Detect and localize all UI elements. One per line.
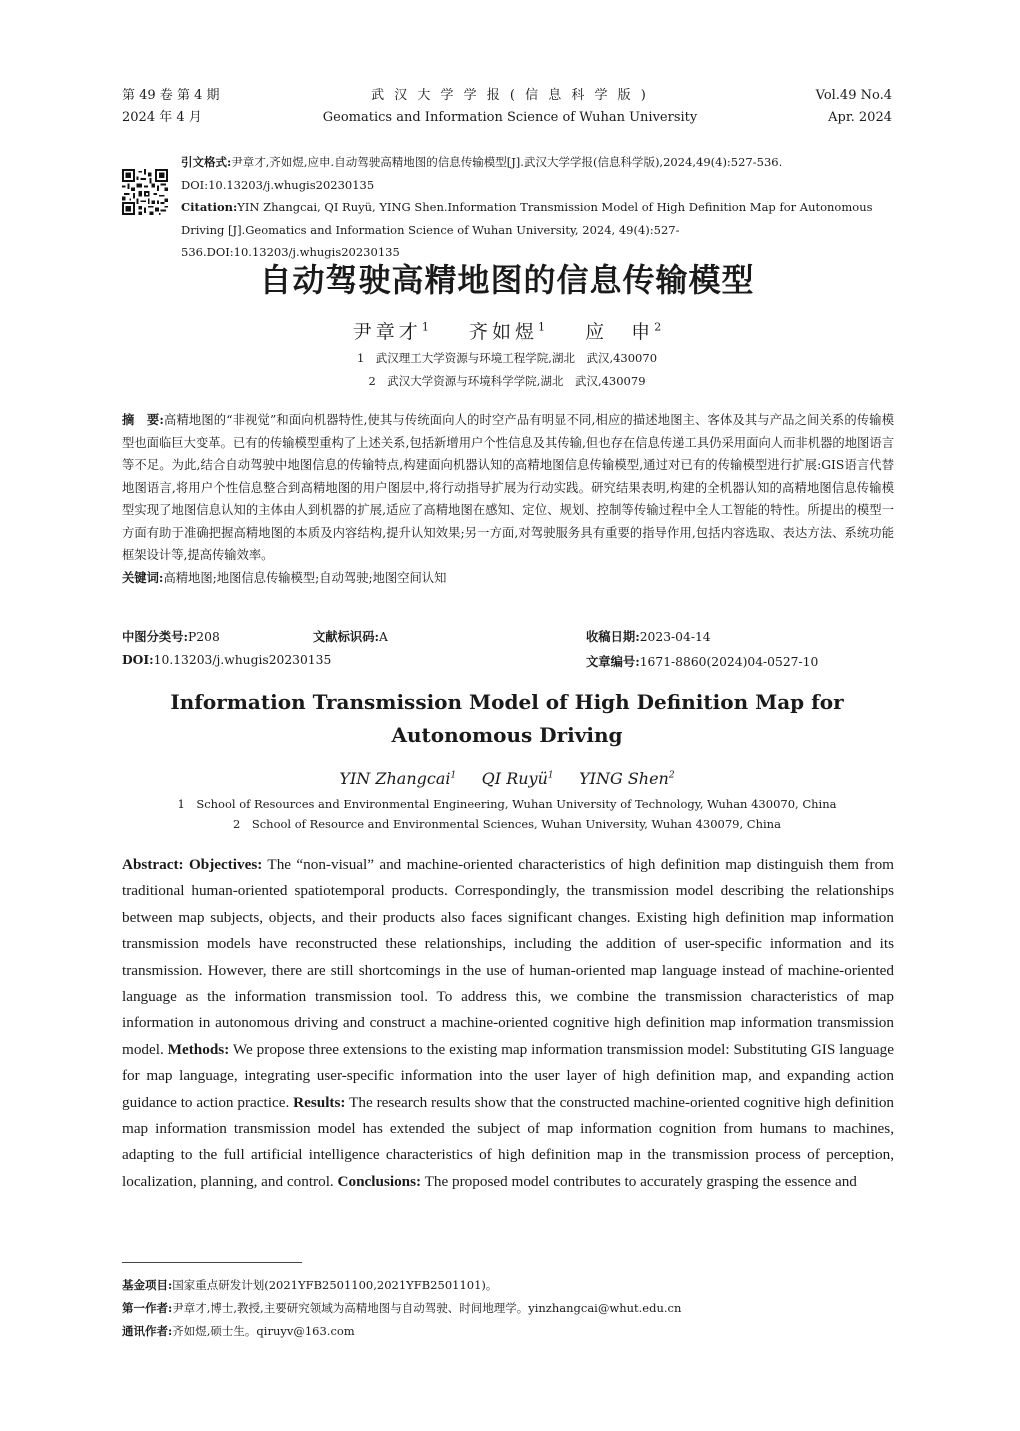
author-en: YING Shen$^2$ — [579, 769, 675, 788]
footnote-divider — [122, 1262, 302, 1263]
author-cn: 齐如煜$^1$ — [468, 320, 545, 343]
issue-volume-cn: 第 49 卷 第 4 期 — [122, 88, 220, 103]
conclusions-text: The proposed model contributes to accurately grasping the essence and — [424, 1172, 857, 1190]
qr-code-icon — [122, 169, 168, 215]
issue-date-en: Apr. 2024 — [828, 110, 892, 125]
citation-cn-text: 尹章才,齐如煜,应申.自动驾驶高精地图的信息传输模型[J].武汉大学学报(信息科学版),2024,49(4):527-536. DOI:10.13203/j.whugis20230135 — [181, 155, 783, 192]
objectives-label: Objectives: — [188, 856, 263, 873]
footnote-fund: 基金项目:国家重点研发计划(2021YFB2501100,2021YFB2501101)。 — [122, 1278, 498, 1292]
methods-text: We propose three extensions to the existing map information transmission model: Substituting GIS language for map language, integrating user-specific information into the user layer of high definition map, and expanding action guidance to action practice. — [122, 1040, 895, 1111]
author-list-cn — [122, 317, 892, 344]
conclusions-label: Conclusions: — [337, 1172, 422, 1190]
received-date: 收稿日期:2023-04-14 — [586, 629, 711, 644]
abstract-en — [122, 852, 894, 1195]
paper-title-en-line2: Autonomous Driving — [391, 723, 623, 747]
issue-volume-en: Vol.49 No.4 — [815, 88, 892, 103]
abstract-en-label: Abstract: — [122, 856, 184, 873]
footnote-corresponding-author: 通讯作者:齐如煜,硕士生。qiruyv@163.com — [122, 1324, 355, 1338]
author-en: YIN Zhangcai$^1$ — [339, 769, 457, 788]
citation-cn — [181, 151, 893, 196]
methods-label: Methods: — [167, 1040, 230, 1058]
citation-block — [181, 151, 893, 264]
author-cn: 尹章才$^1$ — [352, 320, 429, 343]
affiliation-cn-1: 1 武汉理工大学资源与环境工程学院,湖北 武汉,430070 — [356, 351, 658, 365]
article-number: 文章编号:1671-8860(2024)04-0527-10 — [586, 654, 819, 669]
journal-name-en: Geomatics and Information Science of Wuhan University — [322, 110, 698, 125]
affiliation-en-2: 2 School of Resource and Environmental Sciences, Wuhan University, Wuhan 430079, China — [233, 817, 781, 831]
footnote-first-author: 第一作者:尹章才,博士,教授,主要研究领域为高精地图与自动驾驶、时间地理学。yinzhangcai@whut.edu.cn — [122, 1301, 682, 1315]
clc-number: 中图分类号:P208 — [122, 629, 220, 644]
journal-issue-cn — [122, 85, 219, 129]
issue-date-cn: 2024 年 4 月 — [122, 110, 202, 125]
doi: DOI:10.13203/j.whugis20230135 — [122, 652, 332, 667]
objectives-text: The “non-visual” and machine-oriented characteristics of high definition map distinguish them from traditional human-oriented spatiotemporal products. Correspondingly, the transmission model describing the relationships between map subjects, objects, and their products also faces significant changes. Existing high definition map information transmission models have reconstructed these relationships, including the addition of user-specific information and its transmission. However, there are still shortcomings in the use of human-oriented map language instead of machine-oriented language as the information transmission tool. To address this, we combine the transmission characteristics of map information in autonomous driving and construct a machine-oriented cognitive high definition map information transmission model. — [122, 856, 894, 1058]
author-en: QI Ruyü$^1$ — [481, 769, 554, 788]
keywords-cn-text: 高精地图;地图信息传输模型;自动驾驶;地图空间认知 — [163, 570, 447, 585]
abstract-cn-label: 摘 要: — [122, 412, 164, 427]
citation-en-label: Citation: — [181, 200, 238, 214]
journal-name-cn: 武 汉 大 学 学 报 ( 信 息 科 学 版 ) — [371, 88, 649, 103]
affiliation-en-1: 1 School of Resources and Environmental Engineering, Wuhan University of Technology, Wuhan 430070, China — [177, 797, 837, 811]
abstract-cn — [122, 409, 894, 589]
results-label: Results: — [293, 1093, 346, 1111]
affiliation-cn-2: 2 武汉大学资源与环境科学学院,湖北 武汉,430079 — [368, 374, 646, 388]
citation-en-text: YIN Zhangcai, QI Ruyü, YING Shen.Information Transmission Model of High Definition Map for Autonomous Driving [J].Geomatics and Information Science of Wuhan University, 2024, 49(4):527-536.DOI:10.13203/j.whugis20230135 — [181, 200, 873, 259]
paper-title-cn: 自动驾驶高精地图的信息传输模型 — [259, 261, 755, 299]
journal-name — [300, 85, 720, 129]
paper-title-en-line1: Information Transmission Model of High Definition Map for — [170, 690, 844, 714]
author-cn: 应 申$^2$ — [585, 320, 662, 343]
journal-issue-en — [816, 85, 892, 129]
citation-en — [181, 196, 893, 264]
document-code: 文献标识码:A — [313, 629, 388, 644]
results-text: The research results show that the constructed machine-oriented cognitive high definition map information transmission model has extended the subject of map information cognition from humans to machines, adapting to the full artificial intelligence characteristics of high definition map in the transmission process of perception, localization, planning, and control. — [122, 1093, 895, 1190]
abstract-cn-text: 高精地图的“非视觉”和面向机器特性,使其与传统面向人的时空产品有明显不同,相应的描述地图主、客体及其与产品之间关系的传输模型也面临巨大变革。已有的传输模型重构了上述关系,包括新增用户个性信息及其传输,但也存在信息传递工具仍采用面向人而非机器的地图语言等不足。为此,结合自动驾驶中地图信息的传输特点,构建面向机器认知的高精地图信息传输模型,通过对已有的传输模型进行扩展:GIS语言代替地图语言,将用户个性信息整合到高精地图的用户图层中,将行动指导扩展为行动实践。研究结果表明,构建的全机器认知的高精地图信息传输模型实现了地图信息认知的主体由人到机器的扩展,适应了高精地图在感知、定位、规划、控制等传输过程中全人工智能的特性。所提出的模型一方面有助于准确把握高精地图的本质及内容结构,提升认知效果;另一方面,对驾驶服务具有重要的指导作用,包括内容选取、表达方法、系统功能框架设计等,提高传输效率。 — [122, 413, 894, 562]
paper-title-en — [122, 686, 892, 752]
author-list-en — [122, 769, 892, 788]
citation-cn-label: 引文格式: — [181, 155, 232, 169]
keywords-cn-label: 关键词: — [122, 569, 164, 585]
